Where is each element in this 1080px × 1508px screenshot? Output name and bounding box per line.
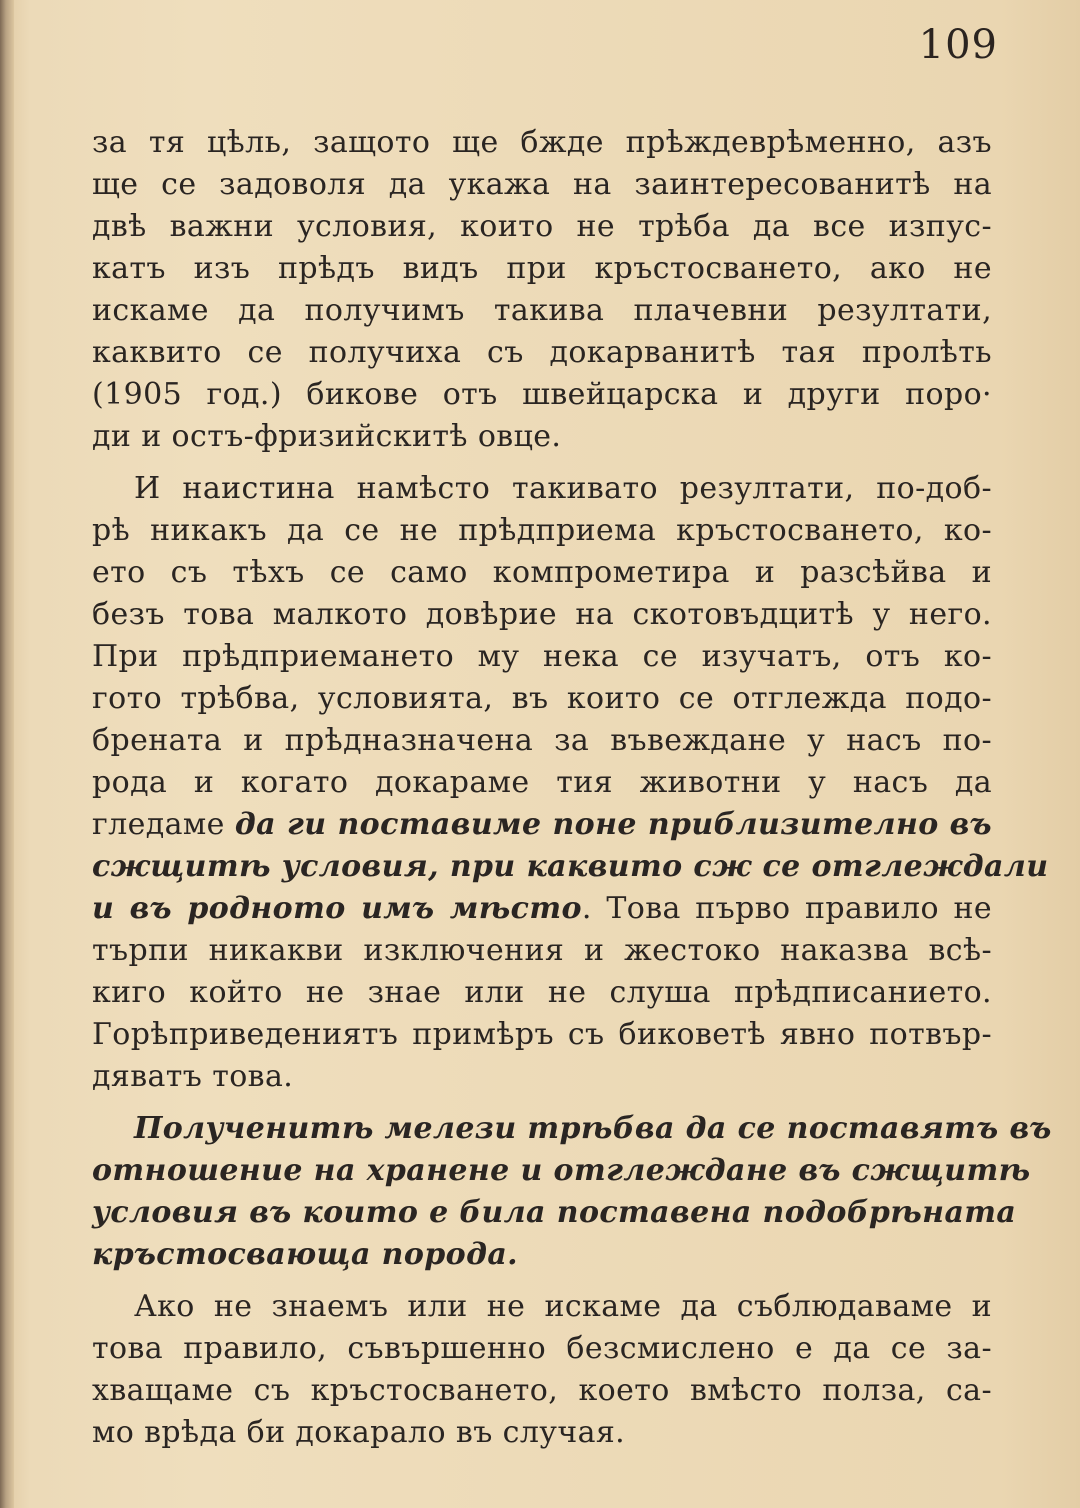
text-line: Ако не знаемъ или не искаме да съблюдаваме и bbox=[134, 1289, 992, 1324]
text-line: дяватъ това. bbox=[92, 1059, 294, 1094]
paragraph-1 bbox=[92, 122, 992, 458]
plain-text: . Това първо правило не bbox=[581, 891, 992, 926]
text-line: рода и когато докараме тия животни у насъ да bbox=[92, 765, 992, 800]
text-line: брената и прѣдназначена за въвеждане у насъ по- bbox=[92, 723, 992, 758]
text-line: мо врѣда би докарало въ случая. bbox=[92, 1415, 626, 1450]
text-line: кръстосвающа порода. bbox=[92, 1237, 519, 1272]
text-line: ди и остъ-фризийскитѣ овце. bbox=[92, 419, 562, 454]
text-line-mixed bbox=[92, 888, 992, 930]
emphasis-line: сжщитѣ условия, при каквито сж се отглеждали bbox=[92, 849, 1049, 884]
plain-text: гледаме bbox=[92, 807, 235, 842]
page-text bbox=[92, 122, 1052, 1464]
text-line: за тя цѣль, защото ще бжде прѣждеврѣменно, азъ bbox=[92, 125, 992, 160]
text-line: безъ това малкото довѣрие на скотовъдцитѣ у него. bbox=[92, 597, 992, 632]
text-line: каквито се получиха съ докарванитѣ тая пролѣть bbox=[92, 335, 992, 370]
text-line: (1905 год.) бикове отъ швейцарска и други поро· bbox=[92, 377, 992, 412]
text-line: гото трѣбва, условията, въ които се отглежда подо- bbox=[92, 681, 992, 716]
text-line: Горѣприведениятъ примѣръ съ биковетѣ явно потвър- bbox=[92, 1017, 992, 1052]
text-line: И наистина намѣсто такивато резултати, по-доб- bbox=[134, 471, 992, 506]
text-line: киго който не знае или не слуша прѣдписанието. bbox=[92, 975, 992, 1010]
text-line: търпи никакви изключения и жестоко наказва всѣ- bbox=[92, 933, 992, 968]
text-line-mixed bbox=[92, 804, 992, 846]
paragraph-2 bbox=[92, 468, 1049, 1098]
text-line: отношение на хранене и отглеждане въ сжщитѣ bbox=[92, 1153, 1031, 1188]
text-line: това правило, съвършенно безсмислено е да се за- bbox=[92, 1331, 992, 1366]
text-line: рѣ никакъ да се не прѣдприема кръстосването, ко- bbox=[92, 513, 992, 548]
text-line: катъ изъ прѣдъ видъ при кръстосването, ако не bbox=[92, 251, 992, 286]
text-line: искаме да получимъ такива плачевни резултати, bbox=[92, 293, 992, 328]
text-line: двѣ важни условия, които не трѣба да все изпус- bbox=[92, 209, 992, 244]
text-line: При прѣдприемането му нека се изучатъ, отъ ко- bbox=[92, 639, 992, 674]
page-number: 109 bbox=[918, 22, 998, 68]
emphasis-text: да ги поставиме поне приблизително въ bbox=[234, 807, 992, 842]
text-line: ще се задоволя да укажа на заинтересованитѣ на bbox=[92, 167, 992, 202]
paragraph-4 bbox=[92, 1286, 992, 1454]
text-line: Полученитѣ мелези трѣбва да се поставятъ въ bbox=[134, 1111, 1052, 1146]
text-line: условия въ които е била поставена подобрѣната bbox=[92, 1195, 1017, 1230]
paragraph-3-emphasis bbox=[92, 1108, 1052, 1276]
page-binding-edge bbox=[0, 0, 14, 1508]
text-line: ето съ тѣхъ се само компрометира и разсѣйва и bbox=[92, 555, 992, 590]
emphasis-text: и въ родното имъ мѣсто bbox=[92, 891, 582, 926]
text-line: хващаме съ кръстосването, което вмѣсто полза, са- bbox=[92, 1373, 992, 1408]
